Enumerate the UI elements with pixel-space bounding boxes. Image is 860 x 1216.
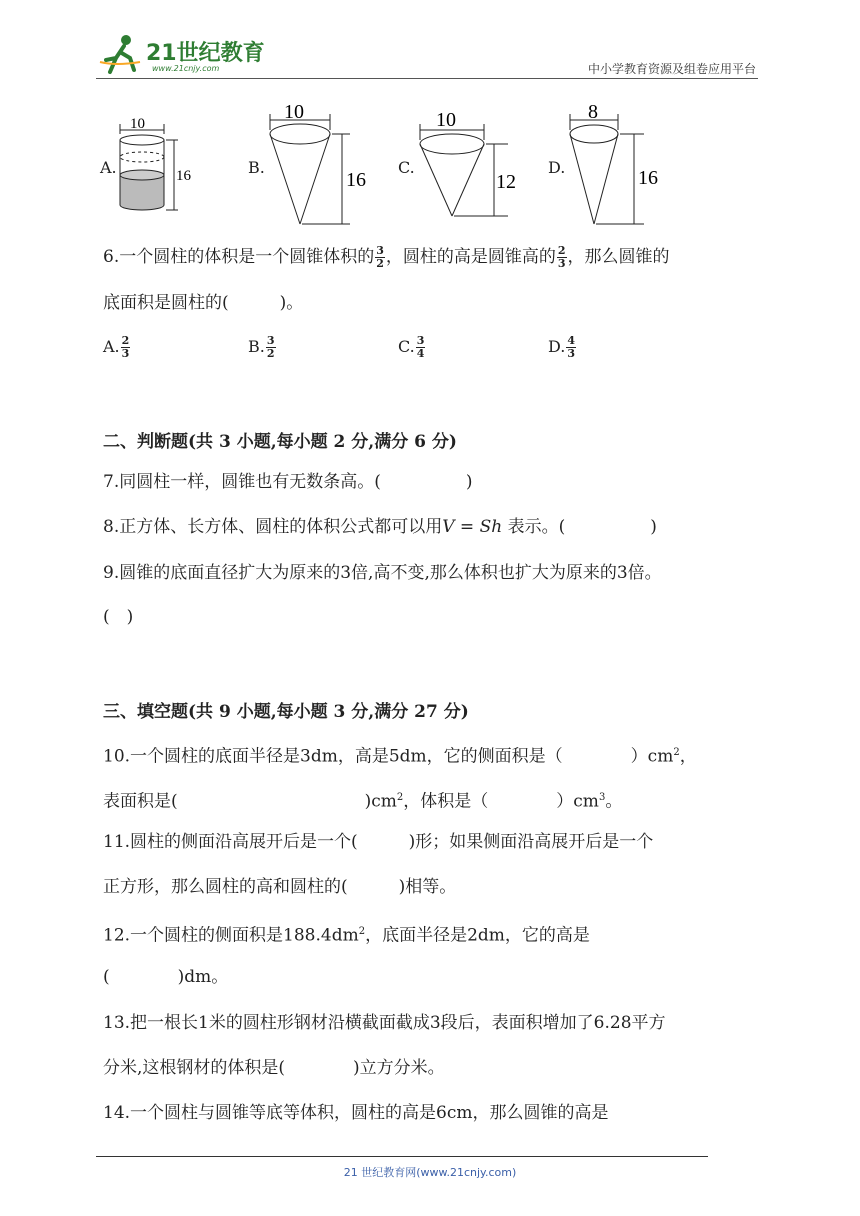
cyl-top-dim: 10 xyxy=(130,116,145,132)
question-9-line-2: ( ) xyxy=(103,607,134,627)
cylinder-figure xyxy=(114,110,204,220)
cone-figure-b xyxy=(264,100,384,225)
question-13-line-1: 13.把一根长1米的圆柱形钢材沿横截面截成3段后，表面积增加了6.28平方 xyxy=(103,1013,666,1033)
site-logo xyxy=(96,32,266,76)
q8-formula: V = Sh xyxy=(442,517,503,537)
q6-text-1: 6.一个圆柱的体积是一个圆锥体积的 xyxy=(103,247,375,267)
q6-option-a[interactable]: A. $\frac{2}{3}$ xyxy=(103,334,130,360)
cone-b-height-dim: 16 xyxy=(346,169,366,191)
q6-fraction-1: $\frac{3}{2}$ xyxy=(376,244,384,270)
question-11-line-1: 11.圆柱的侧面沿高展开后是一个( )形；如果侧面沿高展开后是一个 xyxy=(103,832,654,852)
cone-b-top-dim: 10 xyxy=(284,101,304,123)
header-platform-text: 中小学教育资源及组卷应用平台 xyxy=(587,62,756,76)
section-2-heading: 二、判断题(共 3 小题,每小题 2 分,满分 6 分) xyxy=(103,432,457,452)
question-10-line-1: 10.一个圆柱的底面半径是3dm，高是5dm，它的侧面积是（ ）$cm^2$， xyxy=(103,746,697,767)
figure-b-label: B. xyxy=(248,158,265,177)
logo-url: www.21cnjy.com xyxy=(152,64,220,73)
question-14-line-1: 14.一个圆柱与圆锥等底等体积，圆柱的高是6cm，那么圆锥的高是 xyxy=(103,1103,609,1123)
footer-link[interactable]: 21 世纪教育网(www.21cnjy.com) xyxy=(343,1166,517,1179)
question-13-line-2: 分米,这根钢材的体积是( )立方分米。 xyxy=(103,1058,445,1078)
cone-c-height-dim: 12 xyxy=(496,171,516,193)
question-10-line-2: 表面积是( )$cm^2$，体积是（ ）$cm^3$。 xyxy=(103,791,623,812)
figure-a-label: A. xyxy=(100,158,117,177)
q6-text-2: ，圆柱的高是圆锥高的 xyxy=(385,247,556,267)
question-7: 7.同圆柱一样，圆锥也有无数条高。( ) xyxy=(103,472,473,492)
cone-figure-d xyxy=(564,100,684,225)
section-3-heading: 三、填空题(共 9 小题,每小题 3 分,满分 27 分) xyxy=(103,702,469,722)
q6-text-3: ，那么圆锥的 xyxy=(567,247,670,267)
question-8: 8.正方体、长方体、圆柱的体积公式都可以用V = Sh 表示。( ) xyxy=(103,517,657,537)
cyl-height-dim: 16 xyxy=(176,168,191,184)
figure-d-label: D. xyxy=(548,158,566,177)
cone-c-top-dim: 10 xyxy=(436,109,456,131)
question-12-line-2: ( )dm。 xyxy=(103,967,229,987)
q6-option-b[interactable]: B. $\frac{3}{2}$ xyxy=(248,334,275,360)
question-11-line-2: 正方形，那么圆柱的高和圆柱的( )相等。 xyxy=(103,877,457,897)
question-6-line-2: 底面积是圆柱的( )。 xyxy=(103,293,304,313)
question-12-line-1: 12.一个圆柱的侧面积是$188.4dm^2$，底面半径是2dm，它的高是 xyxy=(103,925,590,946)
q6-option-d[interactable]: D. $\frac{4}{3}$ xyxy=(548,334,575,360)
q6-option-c[interactable]: C. $\frac{3}{4}$ xyxy=(398,334,425,360)
cone-d-top-dim: 8 xyxy=(588,101,598,123)
runner-logo-icon xyxy=(96,32,144,76)
logo-text: 21世纪教育 xyxy=(146,41,265,66)
cone-figure-c xyxy=(414,100,534,225)
q6-fraction-2: $\frac{2}{3}$ xyxy=(557,244,566,270)
figure-options-row xyxy=(100,101,740,230)
question-9-line-1: 9.圆锥的底面直径扩大为原来的3倍,高不变,那么体积也扩大为原来的3倍。 xyxy=(103,563,662,583)
header-divider xyxy=(96,78,758,79)
footer-divider xyxy=(96,1156,708,1157)
question-6-line-1 xyxy=(103,245,670,270)
cone-d-height-dim: 16 xyxy=(638,167,658,189)
figure-c-label: C. xyxy=(398,158,415,177)
